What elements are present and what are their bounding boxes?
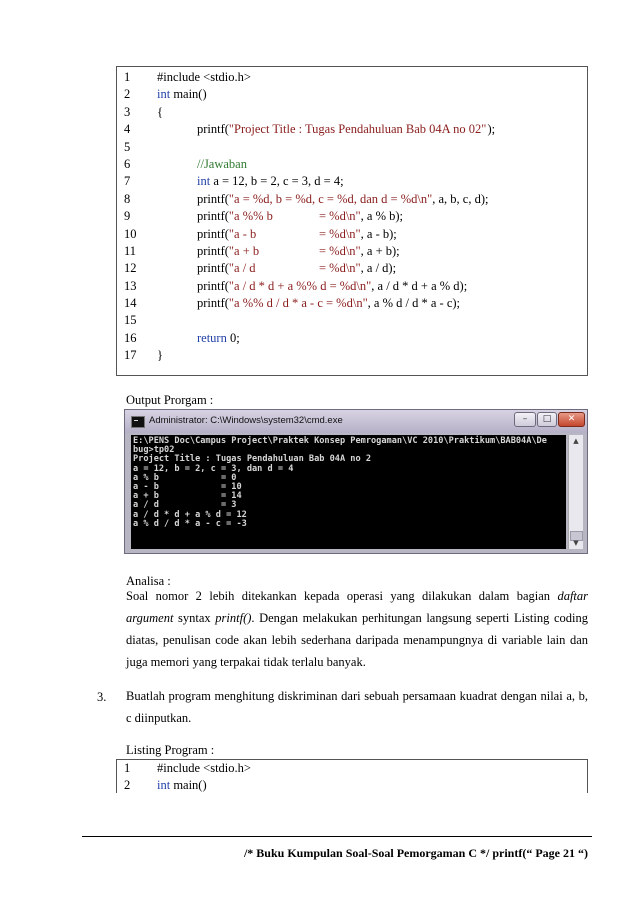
code-line — [117, 243, 587, 260]
code-token: "a %% d / d * a - c = %d\n" — [228, 296, 368, 311]
code-token: int — [157, 87, 171, 102]
analisa-label: Analisa : — [126, 574, 171, 588]
code-token: = %d\n" — [319, 261, 361, 276]
code-token: int — [157, 778, 171, 793]
code-token: main() — [170, 778, 207, 793]
line-number: 11 — [124, 243, 137, 258]
code-token: } — [157, 348, 163, 363]
line-number: 16 — [124, 330, 137, 345]
code-token: , a % b); — [360, 209, 404, 224]
line-number: 17 — [124, 348, 137, 363]
code-token: "a - b — [228, 226, 257, 241]
code-line — [117, 121, 587, 138]
code-token: printf( — [197, 278, 229, 293]
code-line — [117, 295, 587, 312]
console-scrollbar[interactable] — [568, 435, 583, 549]
code-token: return — [197, 330, 227, 345]
line-number: 3 — [124, 104, 131, 119]
code-line — [117, 347, 587, 364]
console-titlebar — [125, 410, 587, 433]
code-token: "a / d * d + a %% d = %d\n" — [228, 278, 372, 293]
line-number: 9 — [124, 209, 131, 224]
code-token: "Project Title : Tugas Pendahuluan Bab 04A no 02" — [228, 122, 487, 137]
code-token: "a = %d, b = %d, c = %d, dan d = %d\n" — [228, 191, 433, 206]
code-token: , a / d); — [360, 261, 397, 276]
line-number: 2 — [124, 778, 131, 793]
code-token: , a - b); — [360, 226, 397, 241]
code-line — [117, 208, 587, 225]
code-token: = %d\n" — [319, 209, 361, 224]
code-listing-2 — [116, 759, 588, 793]
code-token: main() — [170, 87, 207, 102]
code-line — [117, 86, 587, 103]
code-line — [117, 760, 587, 777]
code-token: printf( — [197, 226, 229, 241]
console-screen — [131, 435, 566, 549]
line-number: 7 — [124, 174, 131, 189]
line-number: 13 — [124, 278, 137, 293]
code-line — [117, 312, 587, 329]
code-token: printf( — [197, 296, 229, 311]
code-token: "a %% b — [228, 209, 273, 224]
code-line — [117, 278, 587, 295]
code-token: ); — [487, 122, 496, 137]
code-token: #include <stdio.h> — [157, 70, 251, 84]
code-token: = %d\n" — [319, 243, 361, 258]
close-button[interactable]: ✕ — [558, 412, 585, 427]
output-label: Output Prorgam : — [126, 393, 214, 407]
code-token: int — [197, 174, 211, 189]
code-token: { — [157, 104, 163, 119]
code-listing-1 — [116, 66, 588, 376]
line-number: 5 — [124, 139, 131, 154]
code-token: printf( — [197, 243, 229, 258]
code-token: , a % d / d * a - c); — [367, 296, 460, 311]
code-line — [117, 260, 587, 277]
code-line — [117, 156, 587, 173]
console-window — [124, 409, 588, 554]
line-number: 14 — [124, 296, 137, 311]
page-footer: /* Buku Kumpulan Soal-Soal Pemorgaman C */ printf(“ Page 21 “) — [243, 846, 588, 860]
line-number: 10 — [124, 226, 137, 241]
line-number: 6 — [124, 156, 131, 171]
code-token: //Jawaban — [197, 156, 247, 171]
code-token: , a, b, c, d); — [432, 191, 489, 206]
line-number: 4 — [124, 122, 131, 137]
code-token: , a / d * d + a % d); — [371, 278, 468, 293]
code-token: printf( — [197, 191, 229, 206]
code-line — [117, 139, 587, 156]
code-line — [117, 330, 587, 347]
code-token: printf( — [197, 122, 229, 137]
code-line — [117, 191, 587, 208]
minimize-button[interactable]: – — [514, 412, 536, 427]
code-token: printf( — [197, 209, 229, 224]
console-title: Administrator: C:\Windows\system32\cmd.exe — [149, 415, 343, 426]
code-token: #include <stdio.h> — [157, 761, 251, 775]
footer-rule — [82, 836, 592, 837]
code-token: a = 12, b = 2, c = 3, d = 4; — [210, 174, 344, 189]
line-number: 12 — [124, 261, 137, 276]
scroll-down-icon[interactable]: ▼ — [573, 539, 579, 547]
code-token: 0; — [226, 330, 240, 345]
maximize-button[interactable]: □ — [537, 412, 557, 427]
line-number: 15 — [124, 313, 137, 328]
code-line — [117, 777, 587, 794]
code-token: "a / d — [228, 261, 256, 276]
code-token: printf( — [197, 261, 229, 276]
code-line — [117, 104, 587, 121]
line-number: 1 — [124, 761, 131, 775]
code-token: = %d\n" — [319, 226, 361, 241]
cmd-icon — [131, 416, 145, 428]
line-number: 1 — [124, 70, 131, 84]
listing-label: Listing Program : — [126, 743, 215, 757]
code-token: , a + b); — [360, 243, 400, 258]
code-line — [117, 173, 587, 190]
line-number: 8 — [124, 191, 131, 206]
code-token: "a + b — [228, 243, 260, 258]
code-line — [117, 226, 587, 243]
line-number: 2 — [124, 87, 131, 102]
scroll-up-icon[interactable]: ▲ — [573, 437, 579, 445]
item-number-3: 3. — [97, 690, 107, 704]
item-3-text: Buatlah program menghitung diskriminan dari sebuah persamaan kuadrat dengan nilai a, b, c diinputkan. — [126, 689, 588, 725]
code-line — [117, 69, 587, 86]
analisa-paragraph: Soal nomor 2 lebih ditekankan kepada operasi yang dilakukan dalam bagian daftar argument syntax printf(). Dengan melakukan perhitungan langsung seperti Listing coding diatas, penulisan code akan lebih sederhana daripada menampungnya di variable lain dan juga memori yang terpakai tidak terlalu banyak. — [126, 589, 588, 669]
console-output: E:\PENS Doc\Campus Project\Praktek Konsep Pemrogaman\VC 2010\Praktikum\BAB04A\De bug>tp02 Project Title : Tugas Pendahuluan Bab 04A no 2 a = 12, b = 2, c = 3, dan d = 4 a % b = 0 a - b = 10 a + b = 14 a / d = 3 a / d * d + a % d = 12 a % d / d * a - c = -3 — [133, 436, 547, 529]
